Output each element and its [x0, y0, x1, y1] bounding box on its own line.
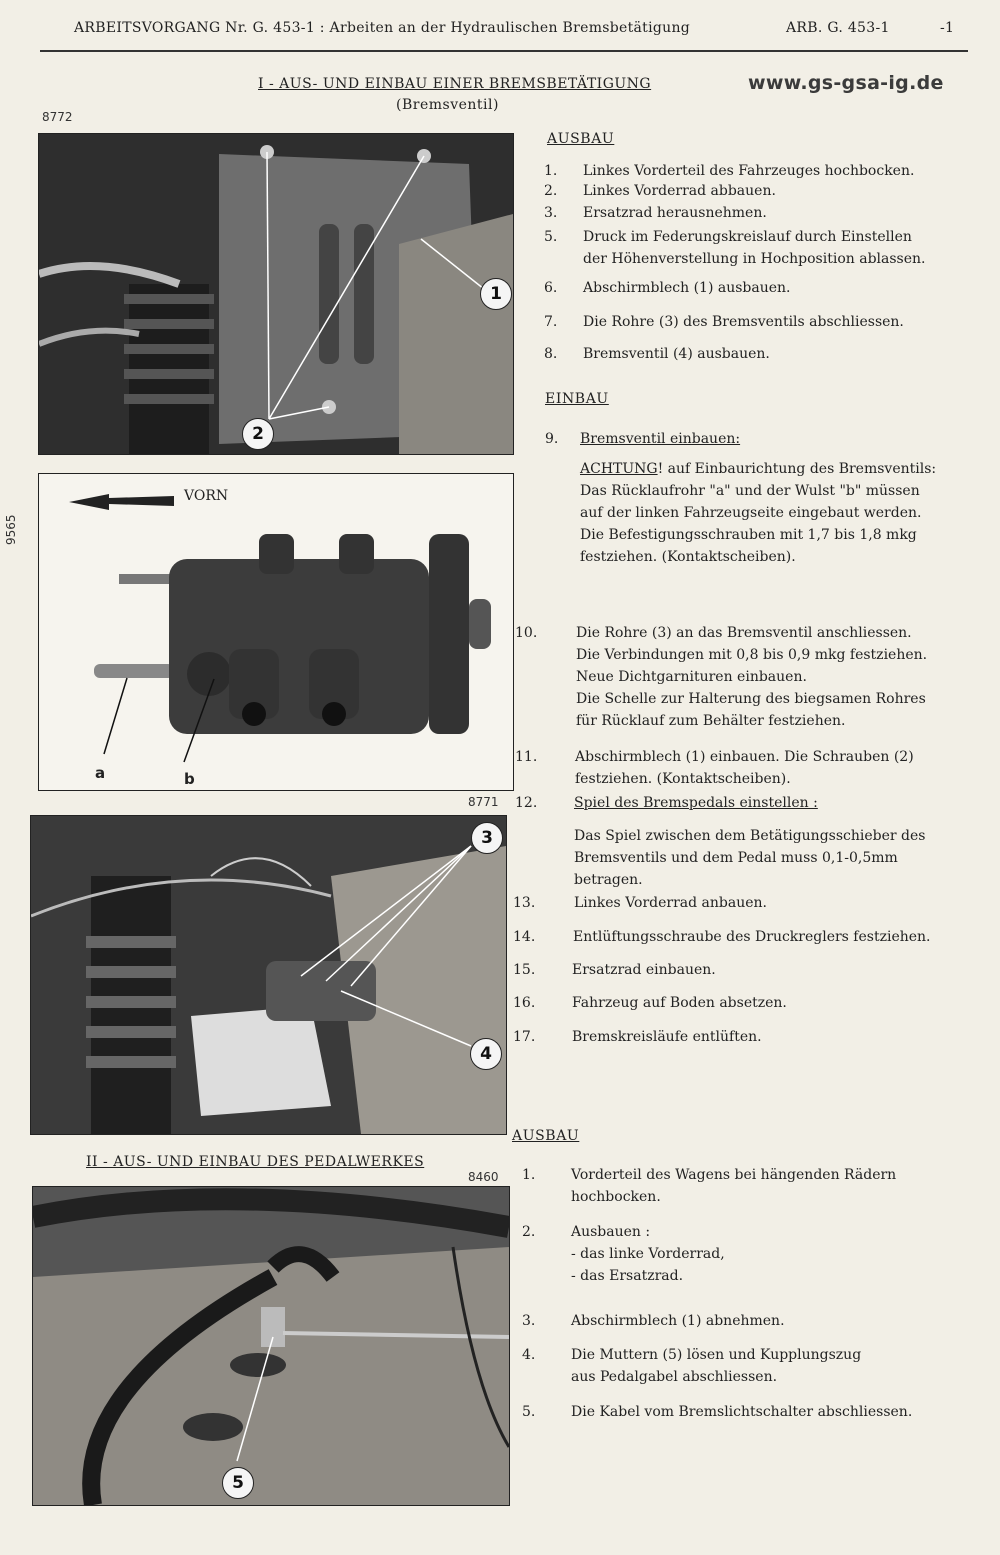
item11-line: Abschirmblech (1) einbauen. Die Schrauben (2) [575, 749, 914, 765]
list-item-text [571, 1344, 861, 1388]
list-item-text [571, 1310, 785, 1332]
list-item-text: Abschirmblech (1) ausbauen. [583, 280, 791, 296]
list-item-text: Bremskreisläufe entlüften. [572, 1029, 762, 1045]
list-item-text: Linkes Vorderteil des Fahrzeuges hochbocken. [583, 163, 915, 179]
list-item-line: - das linke Vorderrad, [571, 1246, 725, 1262]
list-item-number: 5. [522, 1404, 536, 1420]
list-item-text: Die Rohre (3) des Bremsventils abschliessen. [583, 314, 904, 330]
list-item-number: 15. [513, 962, 536, 978]
item11-text [575, 746, 985, 790]
callout-1: 1 [480, 278, 512, 310]
list-item-number: 14. [513, 929, 536, 945]
figure1-photo [38, 133, 514, 455]
item12-line: Das Spiel zwischen dem Betätigungsschieber des [574, 828, 926, 844]
figure4-illustration [33, 1187, 509, 1505]
figure2-drawing [38, 473, 514, 791]
figure1-number: 8772 [42, 110, 73, 124]
ausbau-list [544, 160, 984, 390]
item10-line: Die Verbindungen mit 0,8 bis 0,9 mkg festziehen. [576, 647, 928, 663]
item9-number: 9. [545, 431, 559, 447]
item12-line: Bremsventils und dem Pedal muss 0,1-0,5mm [574, 850, 898, 866]
list-item-text: Ersatzrad herausnehmen. [583, 205, 767, 221]
item11-line: festziehen. (Kontaktscheiben). [575, 771, 791, 787]
figure1-illustration [39, 134, 513, 454]
section1-title [258, 76, 651, 92]
figure4-photo [32, 1186, 510, 1506]
callout-5: 5 [222, 1467, 254, 1499]
ausbau-heading: AUSBAU [547, 131, 615, 147]
item10-line: Die Rohre (3) an das Bremsventil anschliessen. [576, 625, 912, 641]
list-item-text: Entlüftungsschraube des Druckreglers festziehen. [573, 929, 931, 945]
item9-title: Bremsventil einbauen: [580, 431, 741, 447]
list-item-line: hochbocken. [571, 1189, 661, 1205]
item10-line: für Rücklauf zum Behälter festziehen. [576, 713, 846, 729]
list-item-number: 1. [522, 1167, 536, 1183]
label-b: b [184, 770, 195, 788]
section1-title-text: I - AUS- UND EINBAU EINER BREMSBETÄTIGUNG [258, 76, 652, 92]
vorn-label: VORN [184, 488, 229, 504]
list-item-text: Ersatzrad einbauen. [572, 962, 716, 978]
ausbau2-heading: AUSBAU [512, 1128, 580, 1144]
list-item-number: 1. [544, 163, 558, 179]
section1-subtitle: (Bremsventil) [396, 97, 499, 113]
list-item-text: Linkes Vorderrad anbauen. [574, 895, 767, 911]
list-item-number: 4. [522, 1347, 536, 1363]
header-page-number: -1 [940, 20, 955, 36]
website-watermark: www.gs-gsa-ig.de [748, 72, 944, 94]
callout-4: 4 [470, 1038, 502, 1070]
list-item-text: Druck im Federungskreislauf durch Einstellen [583, 229, 912, 245]
list-item-line: Vorderteil des Wagens bei hängenden Rädern [571, 1167, 897, 1183]
list-item-number: 2. [544, 183, 558, 199]
item11-number: 11. [515, 749, 538, 765]
section2-title: II - AUS- UND EINBAU DES PEDALWERKES [86, 1154, 425, 1170]
achtung-line: Die Befestigungsschrauben mit 1,7 bis 1,8 mkg [580, 527, 917, 543]
list-item-line: Die Muttern (5) lösen und Kupplungszug [571, 1347, 862, 1363]
item10-line: Die Schelle zur Halterung des biegsamen Rohres [576, 691, 926, 707]
list-item-number: 2. [522, 1224, 536, 1240]
list-item-number: 13. [513, 895, 536, 911]
ausbau2-list [522, 1164, 992, 1434]
vorn-arrow-icon [69, 494, 174, 510]
item10-line: Neue Dichtgarnituren einbauen. [576, 669, 807, 685]
header-rule [40, 50, 968, 52]
document-header-title: ARBEITSVORGANG Nr. G. 453-1 : Arbeiten an der Hydraulischen Bremsbetätigung [74, 20, 691, 36]
item12-line: betragen. [574, 872, 643, 888]
list-item-number: 3. [544, 205, 558, 221]
achtung-line: auf der linken Fahrzeugseite eingebaut werden. [580, 505, 922, 521]
achtung-label: ACHTUNG [580, 461, 658, 477]
achtung-line: festziehen. (Kontaktscheiben). [580, 549, 796, 565]
callout-2: 2 [242, 418, 274, 450]
list-item-line: aus Pedalgabel abschliessen. [571, 1369, 778, 1385]
einbau-rest-list [513, 892, 983, 1052]
list-item-number: 17. [513, 1029, 536, 1045]
figure3-photo [30, 815, 507, 1135]
list-item-text [571, 1164, 896, 1208]
list-item-text [571, 1401, 912, 1423]
item10-text [576, 622, 986, 732]
figure2-number: 9565 [4, 514, 18, 545]
list-item-text: Linkes Vorderrad abbauen. [583, 183, 776, 199]
label-a: a [95, 764, 106, 782]
figure3-illustration [31, 816, 506, 1134]
figure3-number: 8771 [468, 795, 499, 809]
list-item-number: 3. [522, 1313, 536, 1329]
achtung-line: ! auf Einbaurichtung des Bremsventils: [657, 461, 937, 477]
list-item-number: 7. [544, 314, 558, 330]
list-item-number: 5. [544, 229, 558, 245]
callout-3: 3 [471, 822, 503, 854]
list-item-text: Fahrzeug auf Boden absetzen. [572, 995, 787, 1011]
einbau-heading: EINBAU [545, 391, 609, 407]
list-item-number: 6. [544, 280, 558, 296]
item12-title: Spiel des Bremspedals einstellen : [574, 795, 818, 811]
list-item-number: 8. [544, 346, 558, 362]
list-item-line: Abschirmblech (1) abnehmen. [571, 1313, 785, 1329]
list-item-text: Bremsventil (4) ausbauen. [583, 346, 770, 362]
list-item-line: Die Kabel vom Bremslichtschalter abschliessen. [571, 1404, 913, 1420]
header-arb-number: ARB. G. 453-1 [786, 20, 890, 36]
achtung-line: Das Rücklaufrohr "a" und der Wulst "b" müssen [580, 483, 920, 499]
item12-number: 12. [515, 795, 538, 811]
list-item-number: 16. [513, 995, 536, 1011]
item12-text [574, 825, 984, 891]
brake-valve-illustration [39, 474, 513, 790]
list-item-text [571, 1221, 725, 1287]
list-item-line: Ausbauen : [571, 1224, 651, 1240]
list-item-line: - das Ersatzrad. [571, 1268, 684, 1284]
list-item-text: der Höhenverstellung in Hochposition ablassen. [583, 251, 926, 267]
figure4-number: 8460 [468, 1170, 499, 1184]
achtung-block [580, 458, 990, 568]
item10-number: 10. [515, 625, 538, 641]
